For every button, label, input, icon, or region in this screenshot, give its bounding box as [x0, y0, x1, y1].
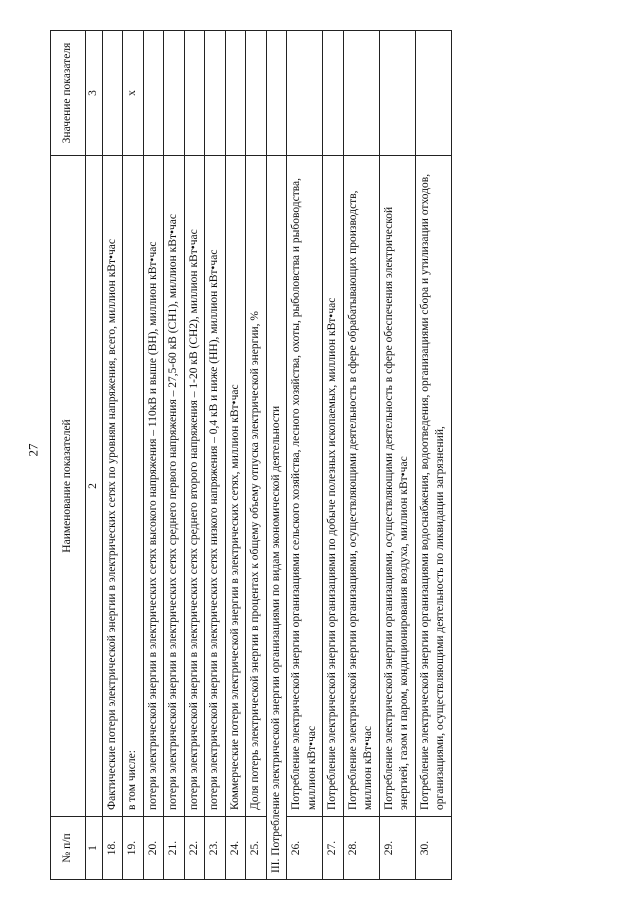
cell-num: 25.: [246, 817, 267, 880]
cell-value: [184, 31, 205, 156]
cell-value: [205, 31, 226, 156]
column-index-row: [86, 31, 103, 880]
table-row: [287, 31, 323, 880]
cell-name: потери электрической энергии в электрических сетях высокого напряжения – 110кВ и выше (ВН), миллион кВт•час: [143, 156, 164, 817]
cell-num: 30.: [415, 817, 451, 880]
table-row: [343, 31, 379, 880]
cell-name: Потребление электрической энергии организациями водоснабжения, водоотведения, организациями сбора и утилизации отходов, организациями, осуществляющими деятельность по ликвидации загрязнений,: [415, 156, 451, 817]
section-title: III. Потребление электрической энергии организациями по видам экономической деятельности: [266, 156, 287, 880]
table-header-row: [51, 31, 86, 880]
table-row: [184, 31, 205, 880]
cell-num: 29.: [379, 817, 415, 880]
cell-name: потери электрической энергии в электрических сетях среднего второго напряжения – 1-20 кВ (СН2), миллион кВт•час: [184, 156, 205, 817]
table-row: [164, 31, 185, 880]
cell-name: Доля потерь электрической энергии в процентах к общему объему отпуска электрической энергии, %: [246, 156, 267, 817]
cell-name: Фактические потери электрической энергии в электрических сетях по уровням напряжения, всего, миллион кВт•час: [102, 156, 123, 817]
cell-name: Потребление электрической энергии организациями, осуществляющими деятельность в сфере обеспечения электрической энергией, газом и паром, кондиционирования воздуха, миллион кВт•час: [379, 156, 415, 817]
cell-value: [102, 31, 123, 156]
cell-value: [225, 31, 246, 156]
cell-name: Коммерческие потери электрической энергии в электрических сетях, миллион кВт•час: [225, 156, 246, 817]
table-row: [379, 31, 415, 880]
table-row: [225, 31, 246, 880]
cell-value: [343, 31, 379, 156]
table-row: [102, 31, 123, 880]
cell-name: Потребление электрической энергии организациями по добыче полезных ископаемых, миллион кВт•час: [323, 156, 344, 817]
cell-value: [246, 31, 267, 156]
cell-name: потери электрической энергии в электрических сетях низкого напряжения – 0,4 кВ и ниже (НН), миллион кВт•час: [205, 156, 226, 817]
cell-value: [143, 31, 164, 156]
cell-num: 19.: [123, 817, 144, 880]
cell-name: Потребление электрической энергии организациями сельского хозяйства, лесного хозяйства, охоты, рыболовства и рыбоводства, миллион кВт•час: [287, 156, 323, 817]
cell-num: 28.: [343, 817, 379, 880]
header-name: Наименование показателей: [51, 156, 86, 817]
cell-num: 23.: [205, 817, 226, 880]
section-value-cell: [266, 31, 287, 156]
cell-num: 27.: [323, 817, 344, 880]
table-row: [415, 31, 451, 880]
cell-name: потери электрической энергии в электрических сетях среднего первого напряжения – 27,5-60 кВ (СН1), миллион кВт•час: [164, 156, 185, 817]
table-row: [323, 31, 344, 880]
cell-num: 22.: [184, 817, 205, 880]
indicators-table: [50, 30, 452, 880]
header-value: Значение показателя: [51, 31, 86, 156]
cell-value: [287, 31, 323, 156]
header-num: № п/п: [51, 817, 86, 880]
rotated-table-page: [50, 30, 585, 880]
index-cell: 2: [86, 156, 103, 817]
cell-name: в том числе:: [123, 156, 144, 817]
cell-num: 26.: [287, 817, 323, 880]
cell-value: [164, 31, 185, 156]
index-cell: 1: [86, 817, 103, 880]
cell-num: 24.: [225, 817, 246, 880]
cell-value: [379, 31, 415, 156]
cell-num: 20.: [143, 817, 164, 880]
table-row: [143, 31, 164, 880]
table-row: [246, 31, 267, 880]
cell-name: Потребление электрической энергии организациями, осуществляющими деятельность в сфере обрабатывающих производств, миллион кВт•час: [343, 156, 379, 817]
table-row: [123, 31, 144, 880]
page-number: 27: [25, 443, 40, 457]
table-body-part-2: [287, 31, 452, 880]
index-cell: 3: [86, 31, 103, 156]
cell-value: [323, 31, 344, 156]
cell-num: 18.: [102, 817, 123, 880]
table-body-part-1: [102, 31, 266, 880]
cell-value: x: [123, 31, 144, 156]
cell-num: 21.: [164, 817, 185, 880]
cell-value: [415, 31, 451, 156]
table-row: [205, 31, 226, 880]
section-row: [266, 31, 287, 880]
